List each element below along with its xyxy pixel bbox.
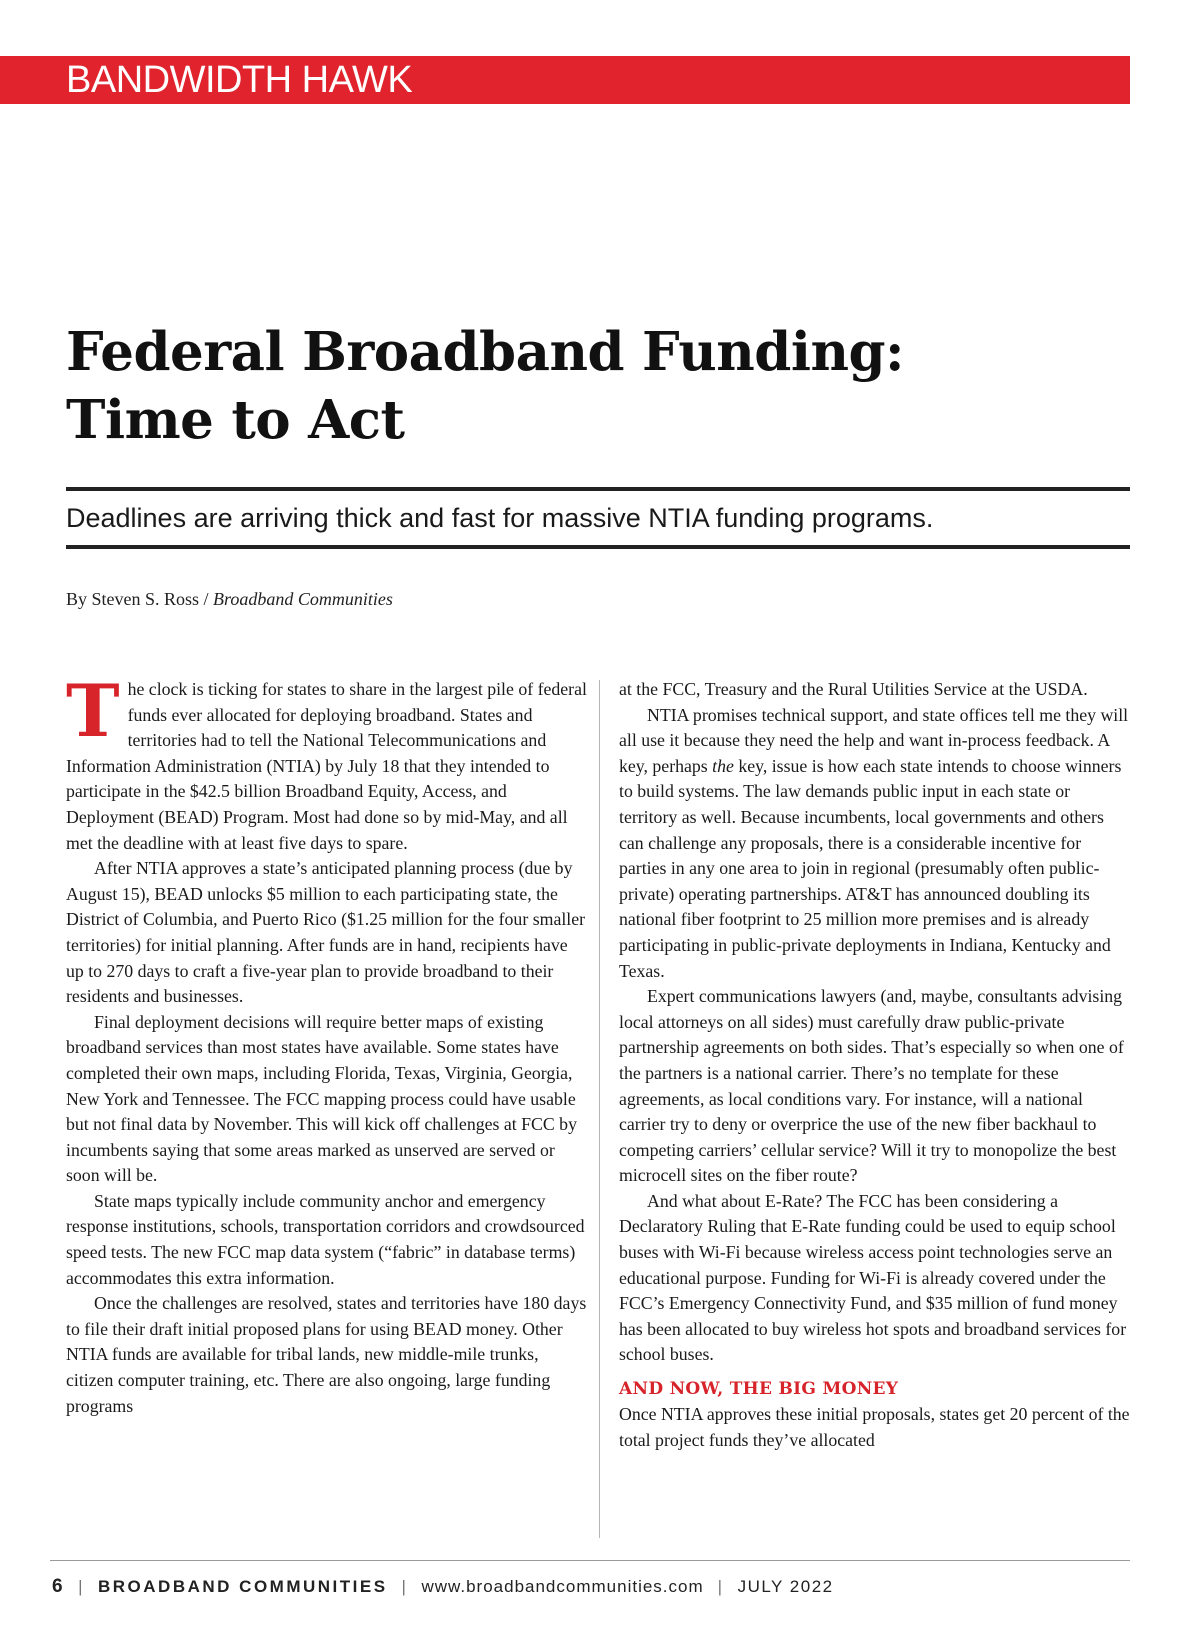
article-paragraph: at the FCC, Treasury and the Rural Utilities Service at the USDA.: [619, 679, 1088, 699]
footer-separator: |: [401, 1577, 408, 1596]
footer-separator: |: [78, 1577, 84, 1596]
section-subhead: AND NOW, THE BIG MONEY: [619, 1379, 899, 1400]
headline-line-2: Time to Act: [66, 389, 405, 451]
magazine-url: www.broadbandcommunities.com: [421, 1577, 704, 1596]
magazine-name: BROADBAND COMMUNITIES: [98, 1577, 388, 1596]
issue-date: JULY 2022: [737, 1577, 834, 1596]
emphasis-text: the: [712, 755, 734, 776]
paragraph-text: key, issue is how each state intends to choose winners to build systems. The law demands public input in each state or territory as well. Because incumbents, local governments and others can challenge any proposals, there is a considerable incentive for parties in any one area to join in regional (presumably often public-private) operating partnerships. AT&T has announced doubling its national fiber footprint to 25 million more premises and is already participating in public-private deployments in Indiana, Kentucky and Texas.: [619, 755, 1122, 981]
footer-rule: [50, 1560, 1130, 1561]
byline-author: By Steven S. Ross /: [66, 589, 214, 609]
article-paragraph: Expert communications lawyers (and, maybe, consultants advising local attorneys on all sides) must carefully draw public-private partnership agreements on both sides. That’s especially so when one of the partners is a national carrier. There’s no template for these agreements, as local conditions vary. For instance, will a national carrier try to deny or overprice the use of the new fiber backhaul to competing carriers’ cellular service? Will it try to monopolize the best microcell sites on the fiber route?: [619, 986, 1124, 1186]
column-divider: [599, 680, 600, 1538]
article-column-right: [619, 677, 1131, 1453]
page-footer: [52, 1576, 834, 1598]
page-number: 6: [52, 1576, 65, 1597]
byline: [66, 586, 393, 612]
section-label: BANDWIDTH HAWK: [66, 59, 413, 101]
paragraph-text: NTIA promises technical support, and state offices tell me they will all use it because they need the help and want in-process feedback. A key, perhaps: [619, 704, 1129, 776]
deck-top-rule: [66, 487, 1130, 491]
article-paragraph: Once NTIA approves these initial proposals, states get 20 percent of the total project funds they’ve allocated: [619, 1404, 1130, 1450]
drop-cap: T: [66, 668, 120, 753]
article-paragraph: State maps typically include community anchor and emergency response institutions, schools, transportation corridors and crowdsourced speed tests. The new FCC map data system (“fabric” in database terms) accommodates this extra information.: [66, 1190, 585, 1288]
deck-bottom-rule: [66, 545, 1130, 549]
article-paragraph: Once the challenges are resolved, states and territories have 180 days to file their draft initial proposed plans for using BEAD money. Other NTIA funds are available for tribal lands, new middle-mile trunks, citizen computer training, etc. There are also ongoing, large funding programs: [66, 1293, 587, 1416]
article-headline: [66, 318, 1126, 454]
article-paragraph: [66, 668, 588, 856]
byline-publication: Broadband Communities: [213, 589, 393, 609]
paragraph-text: he clock is ticking for states to share in the largest pile of federal funds ever allocated for deploying broadband. States and territories had to tell the National Telecommunications and Information Administration (NTIA) by July 18 that they intended to participate in the $42.5 billion Broadband Equity, Access, and Deployment (BEAD) Program. Most had done so by mid-May, and all met the deadline with at least five days to spare.: [66, 679, 587, 853]
article-paragraph: And what about E-Rate? The FCC has been considering a Declaratory Ruling that E-Rate funding could be used to equip school buses with Wi-Fi because wireless access point technologies serve an educational purpose. Funding for Wi-Fi is already covered under the FCC’s Emergency Connectivity Fund, and $35 million of fund money has been allocated to buy wireless hot spots and broadband services for school buses.: [619, 1190, 1127, 1365]
article-paragraph: [619, 703, 1131, 985]
footer-separator: |: [717, 1577, 724, 1596]
article-paragraph: After NTIA approves a state’s anticipated planning process (due by August 15), BEAD unlocks $5 million to each participating state, the District of Columbia, and Puerto Rico ($1.25 million for the four smaller territories) for initial planning. After funds are in hand, recipients have up to 270 days to craft a five-year plan to provide broadband to their residents and businesses.: [66, 858, 586, 1007]
section-banner: [0, 56, 1130, 104]
article-paragraph: Final deployment decisions will require better maps of existing broadband services than most states have available. Some states have completed their own maps, including Florida, Texas, Virginia, Georgia, New York and Tennessee. The FCC mapping process could have usable but not final data by November. This will kick off challenges at FCC by incumbents saying that some areas marked as unserved are served or soon will be.: [66, 1011, 577, 1186]
headline-line-1: Federal Broadband Funding:: [66, 321, 905, 383]
article-column-left: [66, 668, 588, 1419]
article-deck: Deadlines are arriving thick and fast for massive NTIA funding programs.: [66, 503, 934, 533]
